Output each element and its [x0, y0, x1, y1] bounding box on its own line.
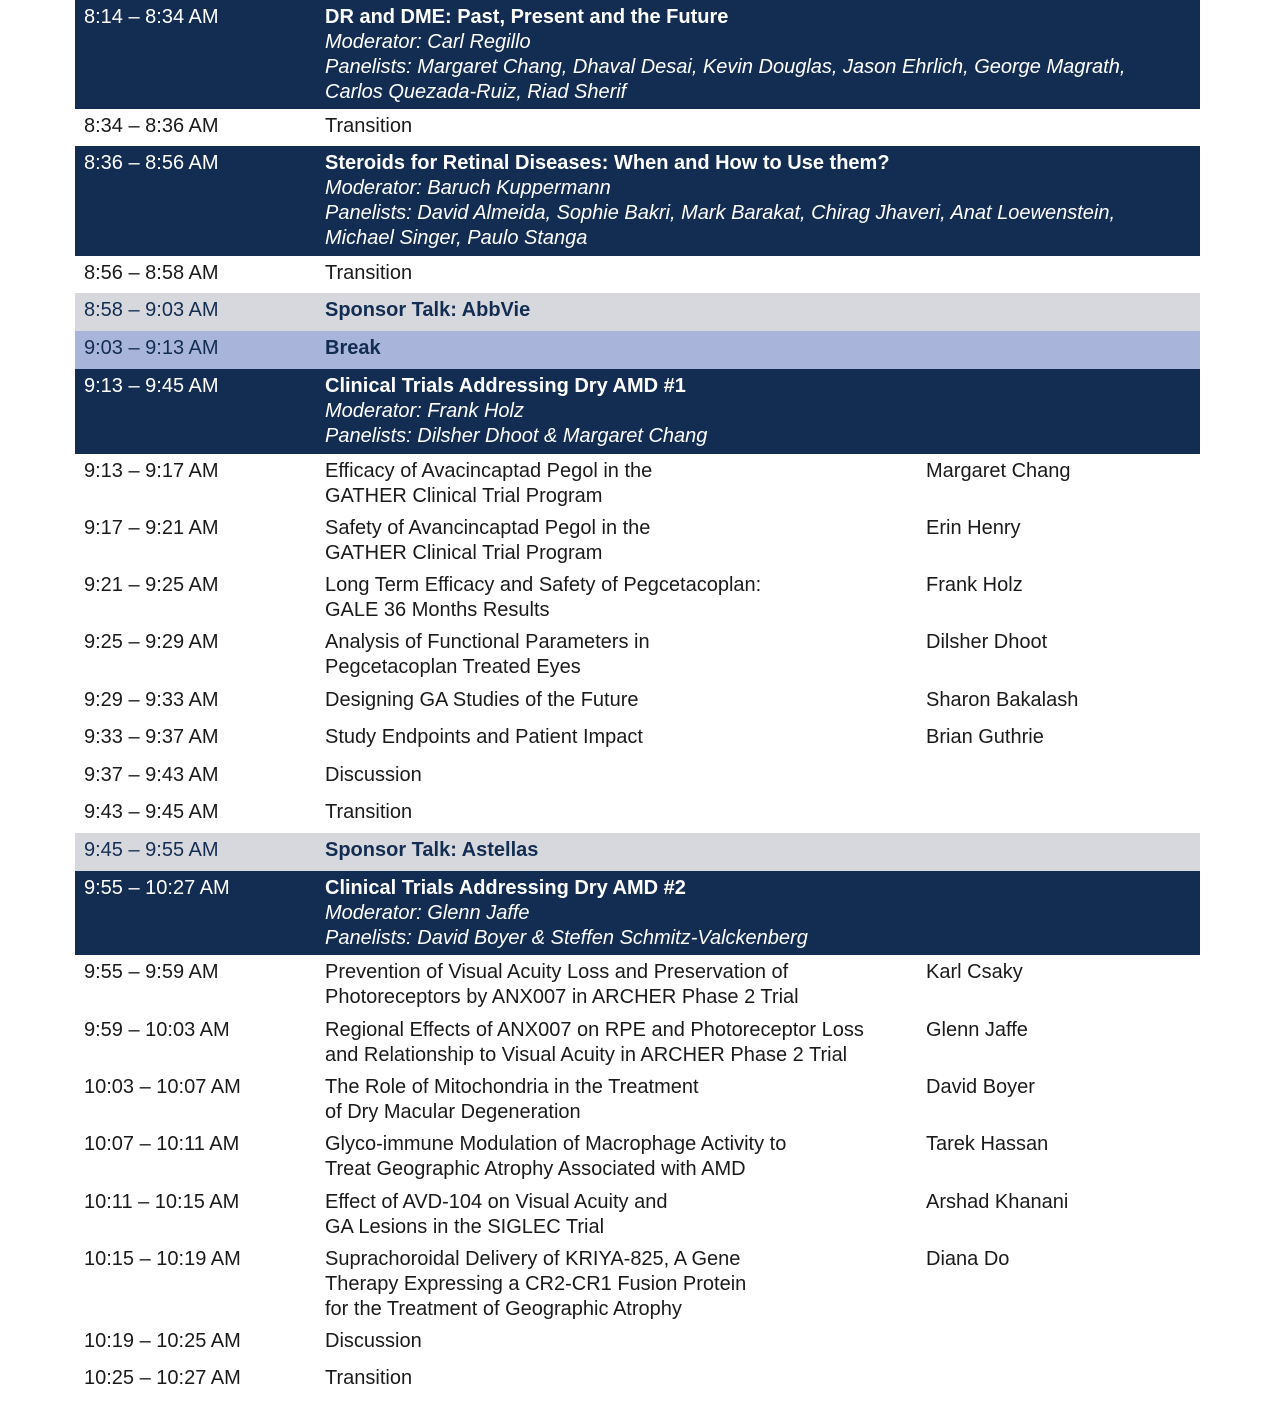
session-title: The Role of Mitochondria in the Treatment of Dry Macular Degeneration: [325, 1076, 699, 1123]
panelists: Panelists: Dilsher Dhoot & Margaret Chang: [325, 425, 708, 447]
session-title: Discussion: [325, 1330, 422, 1352]
session-row: [75, 369, 1200, 454]
session-content: [325, 800, 1175, 825]
time-slot: 9:25 – 9:29 AM: [84, 631, 219, 653]
session-title: Analysis of Functional Parameters in Pegcetacoplan Treated Eyes: [325, 631, 650, 678]
time-slot: 8:56 – 8:58 AM: [84, 262, 219, 284]
agenda-row: [75, 511, 1200, 568]
agenda-row: [75, 1070, 1200, 1127]
time-slot: 9:33 – 9:37 AM: [84, 726, 219, 748]
speaker-name: Diana Do: [926, 1248, 1010, 1270]
session-title: Break: [325, 337, 381, 359]
time-slot: 8:36 – 8:56 AM: [84, 152, 219, 174]
session-title: Clinical Trials Addressing Dry AMD #1: [325, 375, 686, 397]
session-content: [325, 1247, 1175, 1322]
time-slot: 9:59 – 10:03 AM: [84, 1019, 230, 1041]
session-title: Regional Effects of ANX007 on RPE and Photoreceptor Loss and Relationship to Visual Acuity in ARCHER Phase 2 Trial: [325, 1019, 864, 1066]
session-content: [325, 725, 1175, 750]
agenda-row: [75, 683, 1200, 720]
time-slot: 10:19 – 10:25 AM: [84, 1330, 241, 1352]
speaker-name: Tarek Hassan: [926, 1133, 1049, 1155]
time-slot: 9:55 – 10:27 AM: [84, 877, 230, 899]
session-content: [325, 298, 1175, 323]
speaker-name: Dilsher Dhoot: [926, 631, 1048, 653]
time-slot: 8:14 – 8:34 AM: [84, 6, 219, 28]
session-title: Discussion: [325, 764, 422, 786]
agenda-row: [75, 454, 1200, 511]
time-slot: 9:45 – 9:55 AM: [84, 839, 219, 861]
session-content: [325, 114, 1175, 139]
time-slot: 9:03 – 9:13 AM: [84, 337, 219, 359]
time-slot: 9:55 – 9:59 AM: [84, 961, 219, 983]
session-title: Study Endpoints and Patient Impact: [325, 726, 643, 748]
speaker-name: Sharon Bakalash: [926, 689, 1079, 711]
agenda-table: [75, 0, 1200, 1398]
session-content: [325, 336, 1175, 361]
agenda-row: [75, 955, 1200, 1013]
time-slot: 9:17 – 9:21 AM: [84, 517, 219, 539]
session-title: Transition: [325, 115, 413, 137]
time-slot: 10:07 – 10:11 AM: [84, 1133, 240, 1155]
session-row: [75, 146, 1200, 256]
session-title: Designing GA Studies of the Future: [325, 689, 639, 711]
moderator: Moderator: Frank Holz: [325, 400, 524, 422]
session-title: DR and DME: Past, Present and the Future: [325, 6, 729, 28]
panelists: Panelists: David Boyer & Steffen Schmitz-Valckenberg: [325, 927, 808, 949]
agenda-row: [75, 109, 1200, 146]
time-slot: 9:37 – 9:43 AM: [84, 764, 219, 786]
panelists: Panelists: David Almeida, Sophie Bakri, Mark Barakat, Chirag Jhaveri, Anat Loewenstein, Michael Singer, Paulo Stanga: [325, 202, 1116, 249]
time-slot: 9:29 – 9:33 AM: [84, 689, 219, 711]
session-title: Clinical Trials Addressing Dry AMD #2: [325, 877, 686, 899]
session-content: [325, 1075, 1175, 1125]
agenda-row: [75, 1242, 1200, 1324]
agenda-row: [75, 1013, 1200, 1070]
sponsor-row: [75, 293, 1200, 331]
agenda-row: [75, 1127, 1200, 1185]
session-content: [325, 838, 1175, 863]
speaker-name: Frank Holz: [926, 574, 1023, 596]
agenda-row: [75, 256, 1200, 293]
session-title: Suprachoroidal Delivery of KRIYA-825, A Gene Therapy Expressing a CR2-CR1 Fusion Protein for the Treatment of Geographic Atrophy: [325, 1248, 747, 1320]
session-content: [325, 876, 1175, 951]
speaker-name: Brian Guthrie: [926, 726, 1044, 748]
session-content: [325, 1329, 1175, 1354]
panelists: Panelists: Margaret Chang, Dhaval Desai, Kevin Douglas, Jason Ehrlich, George Magrath, Carlos Quezada-Ruiz, Riad Sherif: [325, 56, 1126, 103]
speaker-name: Karl Csaky: [926, 961, 1023, 983]
speaker-name: Glenn Jaffe: [926, 1019, 1028, 1041]
agenda-row: [75, 1324, 1200, 1361]
time-slot: 9:21 – 9:25 AM: [84, 574, 219, 596]
session-title: Transition: [325, 1367, 413, 1389]
session-title: Long Term Efficacy and Safety of Pegcetacoplan: GALE 36 Months Results: [325, 574, 762, 621]
speaker-name: Erin Henry: [926, 517, 1021, 539]
session-title: Efficacy of Avacincaptad Pegol in the GATHER Clinical Trial Program: [325, 460, 653, 507]
session-content: [325, 630, 1175, 680]
moderator: Moderator: Baruch Kuppermann: [325, 177, 611, 199]
moderator: Moderator: Glenn Jaffe: [325, 902, 530, 924]
session-title: Transition: [325, 801, 413, 823]
session-content: [325, 151, 1175, 251]
break-row: [75, 331, 1200, 369]
time-slot: 8:58 – 9:03 AM: [84, 299, 219, 321]
session-title: Effect of AVD-104 on Visual Acuity and GA Lesions in the SIGLEC Trial: [325, 1191, 668, 1238]
session-content: [325, 5, 1175, 105]
time-slot: 10:25 – 10:27 AM: [84, 1367, 241, 1389]
session-row: [75, 0, 1200, 109]
time-slot: 8:34 – 8:36 AM: [84, 115, 219, 137]
session-content: [325, 960, 1175, 1010]
session-content: [325, 1366, 1175, 1391]
speaker-name: Margaret Chang: [926, 460, 1071, 482]
session-title: Sponsor Talk: Astellas: [325, 839, 539, 861]
agenda-row: [75, 1185, 1200, 1242]
speaker-name: Arshad Khanani: [926, 1191, 1069, 1213]
speaker-name: David Boyer: [926, 1076, 1035, 1098]
session-title: Steroids for Retinal Diseases: When and How to Use them?: [325, 152, 890, 174]
agenda-row: [75, 720, 1200, 758]
session-title: Safety of Avancincaptad Pegol in the GATHER Clinical Trial Program: [325, 517, 651, 564]
agenda-row: [75, 1361, 1200, 1398]
agenda-row: [75, 795, 1200, 833]
agenda-row: [75, 625, 1200, 683]
session-content: [325, 763, 1175, 788]
session-row: [75, 871, 1200, 955]
time-slot: 10:11 – 10:15 AM: [84, 1191, 240, 1213]
session-title: Sponsor Talk: AbbVie: [325, 299, 531, 321]
time-slot: 10:03 – 10:07 AM: [84, 1076, 241, 1098]
moderator: Moderator: Carl Regillo: [325, 31, 531, 53]
time-slot: 9:43 – 9:45 AM: [84, 801, 219, 823]
session-content: [325, 374, 1175, 449]
session-title: Transition: [325, 262, 413, 284]
time-slot: 9:13 – 9:17 AM: [84, 460, 219, 482]
session-content: [325, 1018, 1175, 1068]
time-slot: 10:15 – 10:19 AM: [84, 1248, 241, 1270]
agenda-row: [75, 758, 1200, 795]
session-content: [325, 261, 1175, 286]
session-content: [325, 516, 1175, 566]
session-title: Prevention of Visual Acuity Loss and Preservation of Photoreceptors by ANX007 in ARCHER Phase 2 Trial: [325, 961, 799, 1008]
agenda-row: [75, 568, 1200, 625]
time-slot: 9:13 – 9:45 AM: [84, 375, 219, 397]
sponsor-row: [75, 833, 1200, 871]
session-content: [325, 573, 1175, 623]
session-title: Glyco-immune Modulation of Macrophage Activity to Treat Geographic Atrophy Associated with AMD: [325, 1133, 787, 1180]
